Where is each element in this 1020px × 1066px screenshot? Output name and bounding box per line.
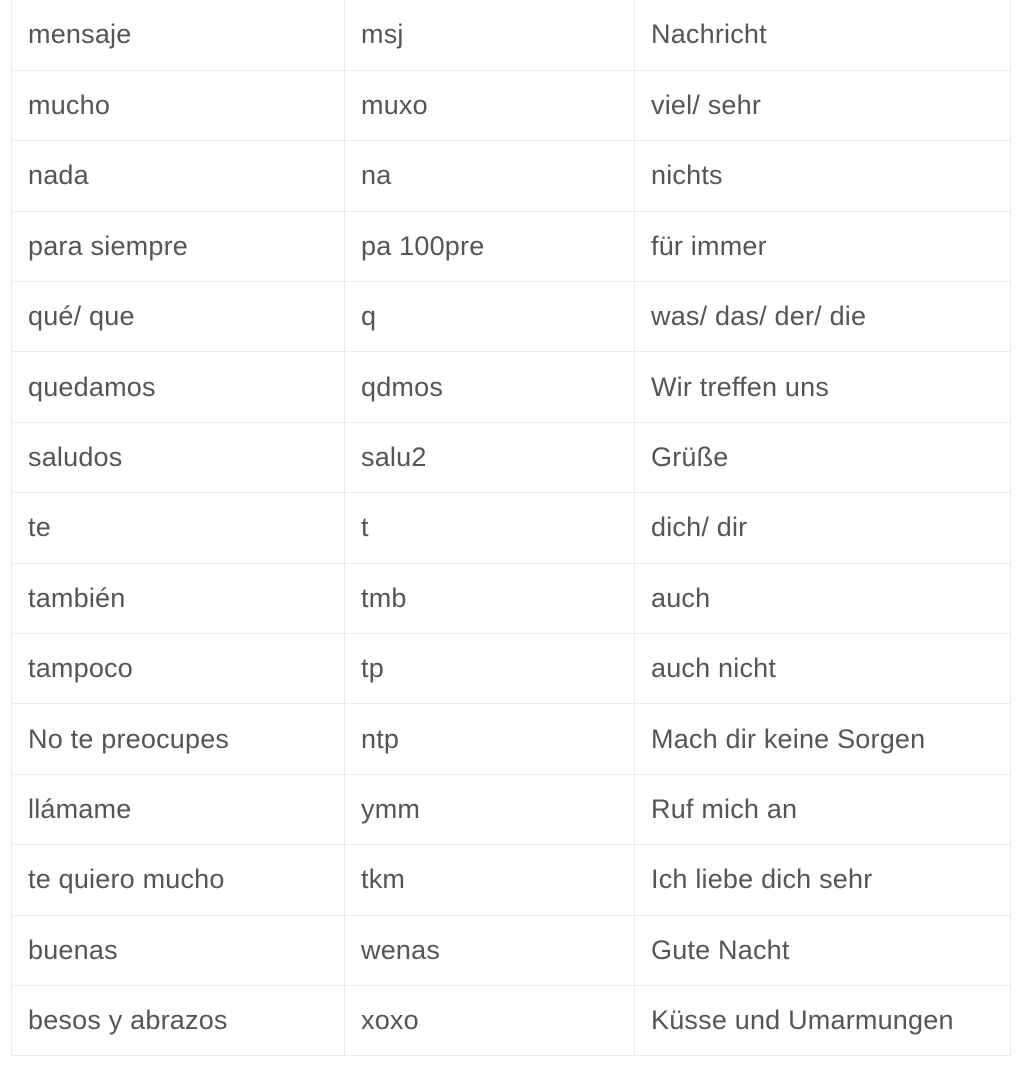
table-row bbox=[12, 211, 1011, 281]
vocabulary-table-container bbox=[11, 0, 1010, 1056]
spanish-cell: también bbox=[12, 563, 345, 633]
abbreviation-cell: xoxo bbox=[345, 985, 635, 1055]
spanish-cell: nada bbox=[12, 141, 345, 211]
abbreviation-cell: na bbox=[345, 141, 635, 211]
vocabulary-table-body bbox=[12, 0, 1011, 1056]
abbreviation-cell: tkm bbox=[345, 845, 635, 915]
spanish-cell: llámame bbox=[12, 774, 345, 844]
abbreviation-cell: t bbox=[345, 493, 635, 563]
spanish-cell: buenas bbox=[12, 915, 345, 985]
table-row bbox=[12, 141, 1011, 211]
abbreviation-cell: tmb bbox=[345, 563, 635, 633]
table-row bbox=[12, 845, 1011, 915]
spanish-cell: mensaje bbox=[12, 0, 345, 70]
spanish-cell: te bbox=[12, 493, 345, 563]
table-row bbox=[12, 563, 1011, 633]
german-cell: Mach dir keine Sorgen bbox=[635, 704, 1011, 774]
german-cell: für immer bbox=[635, 211, 1011, 281]
abbreviation-cell: tp bbox=[345, 634, 635, 704]
german-cell: was/ das/ der/ die bbox=[635, 282, 1011, 352]
german-cell: dich/ dir bbox=[635, 493, 1011, 563]
table-row bbox=[12, 774, 1011, 844]
german-cell: auch bbox=[635, 563, 1011, 633]
spanish-cell: qué/ que bbox=[12, 282, 345, 352]
table-row bbox=[12, 915, 1011, 985]
table-row bbox=[12, 634, 1011, 704]
abbreviation-cell: q bbox=[345, 282, 635, 352]
abbreviation-cell: msj bbox=[345, 0, 635, 70]
german-cell: Wir treffen uns bbox=[635, 352, 1011, 422]
german-cell: Grüße bbox=[635, 422, 1011, 492]
spanish-cell: para siempre bbox=[12, 211, 345, 281]
table-row bbox=[12, 352, 1011, 422]
table-row bbox=[12, 282, 1011, 352]
abbreviation-cell: wenas bbox=[345, 915, 635, 985]
spanish-cell: te quiero mucho bbox=[12, 845, 345, 915]
spanish-cell: quedamos bbox=[12, 352, 345, 422]
table-row bbox=[12, 704, 1011, 774]
german-cell: auch nicht bbox=[635, 634, 1011, 704]
german-cell: Nachricht bbox=[635, 0, 1011, 70]
abbreviation-cell: ntp bbox=[345, 704, 635, 774]
table-row bbox=[12, 0, 1011, 70]
german-cell: nichts bbox=[635, 141, 1011, 211]
german-cell: Küsse und Umarmungen bbox=[635, 985, 1011, 1055]
spanish-cell: mucho bbox=[12, 70, 345, 140]
spanish-cell: saludos bbox=[12, 422, 345, 492]
table-row bbox=[12, 422, 1011, 492]
german-cell: Ruf mich an bbox=[635, 774, 1011, 844]
spanish-cell: No te preocupes bbox=[12, 704, 345, 774]
abbreviation-cell: muxo bbox=[345, 70, 635, 140]
abbreviation-cell: ymm bbox=[345, 774, 635, 844]
table-row bbox=[12, 985, 1011, 1055]
vocabulary-table bbox=[11, 0, 1011, 1056]
abbreviation-cell: pa 100pre bbox=[345, 211, 635, 281]
spanish-cell: tampoco bbox=[12, 634, 345, 704]
abbreviation-cell: salu2 bbox=[345, 422, 635, 492]
german-cell: Gute Nacht bbox=[635, 915, 1011, 985]
table-row bbox=[12, 70, 1011, 140]
spanish-cell: besos y abrazos bbox=[12, 985, 345, 1055]
table-row bbox=[12, 493, 1011, 563]
abbreviation-cell: qdmos bbox=[345, 352, 635, 422]
german-cell: viel/ sehr bbox=[635, 70, 1011, 140]
german-cell: Ich liebe dich sehr bbox=[635, 845, 1011, 915]
